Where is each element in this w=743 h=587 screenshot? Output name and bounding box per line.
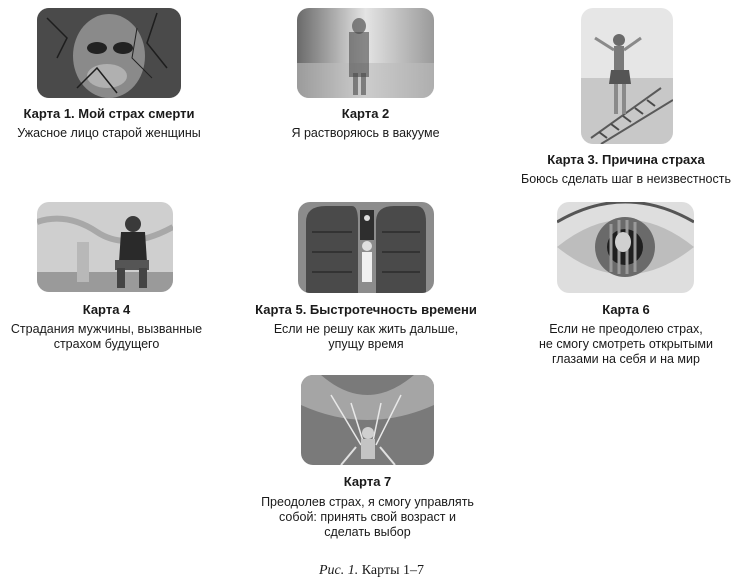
card-3-image [581, 8, 673, 144]
card-4-image [37, 202, 173, 292]
card-5-description: Если не решу как жить дальше, упущу время [273, 322, 459, 351]
card-3-description: Боюсь сделать шаг в неизвестность [521, 172, 731, 186]
card-2-description: Я растворяюсь в вакууме [291, 126, 440, 140]
card-1-title: Карта 1. Мой страх смерти [23, 106, 195, 121]
figure-caption-label: Рис. 1. [319, 563, 359, 578]
card-7-description: Преодолев страх, я смогу управлять собой: принять свой возраст и сделать выбор [261, 495, 474, 539]
card-4-title: Карта 4 [82, 302, 131, 317]
card-6-image [557, 202, 694, 293]
card-7-title: Карта 7 [343, 474, 392, 489]
card-4-description: Страдания мужчины, вызванные страхом будущего [10, 322, 203, 351]
figure-caption-text: Карты 1–7 [361, 563, 424, 578]
card-2-image [297, 8, 434, 98]
card-1-image [37, 8, 181, 98]
card-3-title: Карта 3. Причина страха [547, 152, 705, 167]
card-2-title: Карта 2 [341, 106, 390, 121]
card-6-title: Карта 6 [602, 302, 650, 317]
card-5-image [298, 202, 434, 293]
card-1-description: Ужасное лицо старой женщины [17, 126, 201, 140]
figure-caption [0, 563, 743, 579]
card-7-image [301, 375, 434, 465]
card-6-description: Если не преодолею страх, не смогу смотреть открытыми глазами на себя и на мир [539, 322, 713, 366]
card-5-title: Карта 5. Быстротечность времени [255, 302, 477, 317]
